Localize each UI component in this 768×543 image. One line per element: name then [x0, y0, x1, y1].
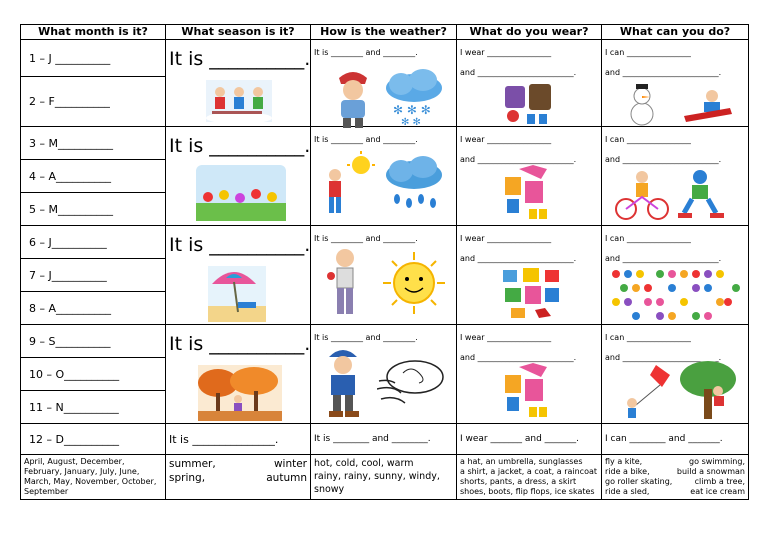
spring-flowers-icon — [196, 165, 286, 221]
bank-wear-line4: shoes, boots, flip flops, ice skates — [460, 487, 595, 496]
summer-clothes-icon — [501, 266, 563, 322]
bank-seasons — [166, 455, 311, 500]
can-line1[interactable]: I can ________________ — [605, 234, 691, 243]
snowman-icon — [624, 84, 660, 126]
bank-season-spring: spring, — [169, 472, 206, 484]
month-10[interactable]: 10 – O__________ — [21, 358, 166, 391]
header-month: What month is it? — [21, 25, 166, 40]
sled-icon — [682, 88, 734, 124]
summer-items-icon — [608, 266, 742, 322]
climb-tree-icon — [678, 361, 736, 421]
can-spring-cell — [602, 127, 749, 226]
header-wear: What do you wear? — [457, 25, 602, 40]
bank-can-item: go roller skating, — [605, 477, 673, 486]
last-season[interactable]: It is _______________. — [166, 424, 311, 455]
bank-wear-line1: a hat, an umbrella, sunglasses — [460, 457, 583, 466]
last-wear[interactable]: I wear _______ and _______. — [457, 424, 602, 455]
month-6[interactable]: 6 – J__________ — [21, 226, 166, 259]
sun-icon — [383, 252, 445, 314]
wear-autumn-cell — [457, 325, 602, 424]
beach-umbrella-icon — [208, 266, 266, 322]
wear-line2[interactable]: and ________________________. — [460, 68, 577, 77]
wear-line1[interactable]: I wear ________________ — [460, 135, 552, 144]
wear-line1[interactable]: I wear ________________ — [460, 333, 552, 342]
word-bank-row — [21, 455, 749, 500]
bank-can-item: ride a sled, — [605, 487, 650, 496]
weather-winter-cell — [311, 40, 457, 127]
worksheet — [20, 24, 748, 504]
wear-winter-cell — [457, 40, 602, 127]
bank-can-item: go swimming, — [689, 457, 745, 466]
can-line1[interactable]: I can ________________ — [605, 48, 691, 57]
month-3[interactable]: 3 – M__________ — [21, 127, 166, 160]
last-can[interactable]: I can ________ and _______. — [602, 424, 749, 455]
svg-text:✻ ✻ ✻: ✻ ✻ ✻ — [393, 103, 431, 117]
month-11[interactable]: 11 – N__________ — [21, 391, 166, 424]
month-7[interactable]: 7 – J__________ — [21, 259, 166, 292]
hot-boy-icon — [325, 246, 365, 318]
can-line2[interactable]: and ________________________. — [605, 353, 722, 362]
worksheet-table — [20, 24, 749, 500]
can-line1[interactable]: I can ________________ — [605, 135, 691, 144]
weather-prompt[interactable]: It is ________ and ________. — [314, 234, 418, 243]
season-spring-cell — [166, 127, 311, 226]
autumn-trees-icon — [198, 365, 282, 421]
bank-weather — [311, 455, 457, 500]
season-prompt[interactable]: It is __________. — [169, 333, 311, 355]
can-line1[interactable]: I can ________________ — [605, 333, 691, 342]
winter-kids-sled-icon — [206, 80, 272, 122]
svg-text:✻ ✻: ✻ ✻ — [401, 117, 421, 126]
spring-clothes-icon — [501, 165, 559, 223]
header-season: What season is it? — [166, 25, 311, 40]
snow-cloud-icon — [383, 68, 445, 126]
sunny-boy-icon — [317, 151, 379, 217]
bank-can — [602, 455, 749, 500]
wind-cloud-icon — [377, 355, 447, 411]
bank-can-item: ride a bike, — [605, 467, 650, 476]
wear-line1[interactable]: I wear ________________ — [460, 234, 552, 243]
can-autumn-cell — [602, 325, 749, 424]
wear-summer-cell — [457, 226, 602, 325]
weather-prompt[interactable]: It is ________ and ________. — [314, 135, 418, 144]
bank-can-item: eat ice cream — [690, 487, 745, 496]
bank-weather-line2: rainy, rainy, sunny, windy, snowy — [314, 471, 440, 495]
wear-line2[interactable]: and ________________________. — [460, 353, 577, 362]
weather-prompt[interactable]: It is ________ and ________. — [314, 48, 418, 57]
month-5[interactable]: 5 – M__________ — [21, 193, 166, 226]
season-prompt[interactable]: It is __________. — [169, 234, 311, 256]
season-prompt[interactable]: It is __________. — [169, 48, 311, 70]
month-1[interactable]: 1 – J __________ — [21, 40, 166, 77]
wear-line2[interactable]: and ________________________. — [460, 254, 577, 263]
weather-prompt[interactable]: It is ________ and ________. — [314, 333, 418, 342]
month-2[interactable]: 2 – F__________ — [21, 77, 166, 127]
can-line2[interactable]: and ________________________. — [605, 254, 722, 263]
can-summer-cell — [602, 226, 749, 325]
kite-icon — [616, 365, 672, 421]
season-winter-cell — [166, 40, 311, 127]
month-8[interactable]: 8 – A__________ — [21, 292, 166, 325]
month-12-cell — [21, 424, 166, 455]
weather-spring-cell — [311, 127, 457, 226]
autumn-clothes-icon — [501, 363, 559, 421]
header-weather: How is the weather? — [311, 25, 457, 40]
bank-weather-line1: hot, cold, cool, warm — [314, 458, 414, 469]
summary-row — [21, 424, 749, 455]
last-weather[interactable]: It is ________ and ________. — [311, 424, 457, 455]
bank-can-item: fly a kite, — [605, 457, 643, 466]
can-line2[interactable]: and ________________________. — [605, 155, 722, 164]
bank-season-winter: winter — [273, 458, 307, 470]
header-can: What can you do? — [602, 25, 749, 40]
season-prompt[interactable]: It is __________. — [169, 135, 311, 157]
windy-boy-icon — [319, 347, 369, 419]
weather-autumn-cell — [311, 325, 457, 424]
header-row — [21, 25, 749, 40]
weather-summer-cell — [311, 226, 457, 325]
cold-boy-icon — [327, 68, 379, 130]
winter-clothes-icon — [501, 82, 557, 126]
month-4[interactable]: 4 – A__________ — [21, 160, 166, 193]
wear-line1[interactable]: I wear ________________ — [460, 48, 552, 57]
wear-spring-cell — [457, 127, 602, 226]
can-winter-cell — [602, 40, 749, 127]
bank-wear-line2: a shirt, a jacket, a coat, a raincoat — [460, 467, 598, 476]
season-autumn-cell — [166, 325, 311, 424]
rain-cloud-icon — [383, 155, 445, 213]
roller-skater-icon — [678, 169, 724, 221]
bank-can-item: build a snowman — [676, 467, 745, 476]
bank-season-summer: summer, — [169, 458, 216, 470]
season-summer-cell — [166, 226, 311, 325]
bank-months: April, August, December, February, January, July, June, March, May, November, October, September — [21, 455, 166, 500]
bike-icon — [614, 169, 670, 221]
month-12[interactable]: 12 – D__________ — [29, 432, 119, 446]
wear-line2[interactable]: and ________________________. — [460, 155, 577, 164]
bank-wear — [457, 455, 602, 500]
bank-wear-line3: shorts, pants, a dress, a skirt — [460, 477, 577, 486]
month-9[interactable]: 9 – S__________ — [21, 325, 166, 358]
bank-can-item: climb a tree, — [694, 477, 745, 486]
bank-season-autumn: autumn — [266, 472, 307, 484]
can-line2[interactable]: and ________________________. — [605, 68, 722, 77]
